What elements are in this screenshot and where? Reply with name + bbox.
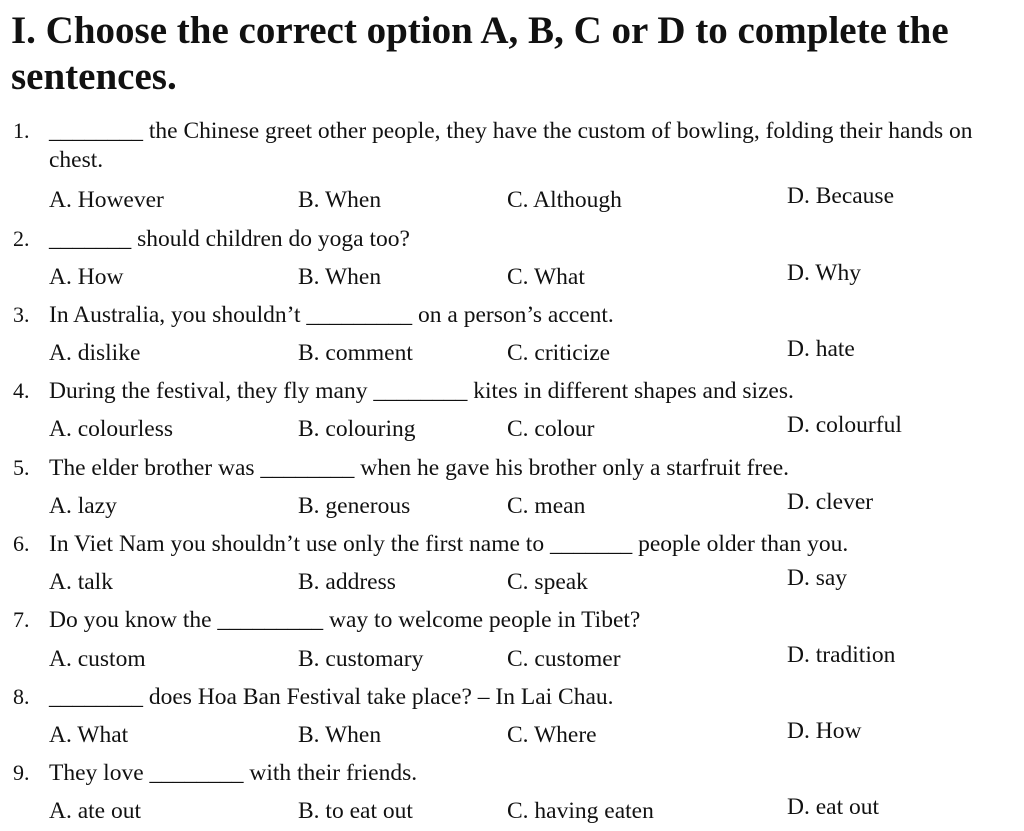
answer-option-d[interactable]: D. Because bbox=[787, 183, 895, 209]
answer-option-c[interactable]: C. colour bbox=[507, 416, 595, 442]
answer-option-c[interactable]: C. customer bbox=[507, 646, 621, 672]
question-text: In Australia, you shouldn’t _________ on a person’s accent. bbox=[49, 302, 614, 328]
answer-option-c[interactable]: C. Although bbox=[507, 187, 622, 213]
question-number: 4. bbox=[13, 378, 30, 403]
answer-option-c[interactable]: C. Where bbox=[507, 722, 597, 748]
question-number: 9. bbox=[13, 760, 30, 785]
answer-option-b[interactable]: B. generous bbox=[298, 493, 411, 519]
answer-option-b[interactable]: B. customary bbox=[298, 646, 424, 672]
answer-option-a[interactable]: A. ate out bbox=[49, 798, 142, 824]
answer-option-b[interactable]: B. colouring bbox=[298, 416, 416, 442]
answer-option-c[interactable]: C. criticize bbox=[507, 340, 611, 366]
answer-option-a[interactable]: A. colourless bbox=[49, 416, 174, 442]
question-number: 8. bbox=[13, 684, 30, 709]
question-text: ________ does Hoa Ban Festival take place? – In Lai Chau. bbox=[49, 684, 614, 710]
answer-option-b[interactable]: B. When bbox=[298, 722, 382, 748]
answer-option-a[interactable]: A. dislike bbox=[49, 340, 141, 366]
question-number: 6. bbox=[13, 531, 30, 556]
question-number: 5. bbox=[13, 455, 30, 480]
question-text: The elder brother was ________ when he gave his brother only a starfruit free. bbox=[49, 455, 789, 481]
question-number: 1. bbox=[13, 118, 30, 143]
answer-option-d[interactable]: D. eat out bbox=[787, 794, 880, 820]
answer-option-d[interactable]: D. colourful bbox=[787, 412, 902, 438]
question-text: ________ the Chinese greet other people, they have the custom of bowling, folding their hands on chest. bbox=[49, 118, 973, 173]
answer-option-a[interactable]: A. However bbox=[49, 187, 164, 213]
answer-option-b[interactable]: B. When bbox=[298, 187, 382, 213]
answer-option-d[interactable]: D. hate bbox=[787, 336, 855, 362]
question-number: 3. bbox=[13, 302, 30, 327]
exercise-title: I. Choose the correct option A, B, C or D to complete the sentences. bbox=[11, 9, 949, 98]
answer-option-a[interactable]: A. How bbox=[49, 264, 124, 290]
question-text: They love ________ with their friends. bbox=[49, 760, 418, 786]
answer-option-b[interactable]: B. When bbox=[298, 264, 382, 290]
answer-option-a[interactable]: A. What bbox=[49, 722, 129, 748]
question-text: During the festival, they fly many ________ kites in different shapes and sizes. bbox=[49, 378, 794, 404]
answer-option-c[interactable]: C. mean bbox=[507, 493, 586, 519]
question-number: 7. bbox=[13, 607, 30, 632]
answer-option-d[interactable]: D. clever bbox=[787, 489, 874, 515]
question-text: In Viet Nam you shouldn’t use only the first name to _______ people older than you. bbox=[49, 531, 849, 557]
answer-option-d[interactable]: D. Why bbox=[787, 260, 861, 286]
answer-option-c[interactable]: C. speak bbox=[507, 569, 588, 595]
answer-option-b[interactable]: B. comment bbox=[298, 340, 413, 366]
answer-option-a[interactable]: A. talk bbox=[49, 569, 113, 595]
question-text: _______ should children do yoga too? bbox=[49, 226, 410, 252]
answer-option-a[interactable]: A. custom bbox=[49, 646, 146, 672]
answer-option-b[interactable]: B. to eat out bbox=[298, 798, 413, 824]
answer-option-a[interactable]: A. lazy bbox=[49, 493, 117, 519]
answer-option-d[interactable]: D. say bbox=[787, 565, 848, 591]
answer-option-d[interactable]: D. tradition bbox=[787, 642, 896, 668]
answer-option-c[interactable]: C. What bbox=[507, 264, 585, 290]
answer-option-b[interactable]: B. address bbox=[298, 569, 396, 595]
answer-option-c[interactable]: C. having eaten bbox=[507, 798, 654, 824]
answer-option-d[interactable]: D. How bbox=[787, 718, 862, 744]
question-number: 2. bbox=[13, 226, 30, 251]
question-text: Do you know the _________ way to welcome people in Tibet? bbox=[49, 607, 641, 633]
